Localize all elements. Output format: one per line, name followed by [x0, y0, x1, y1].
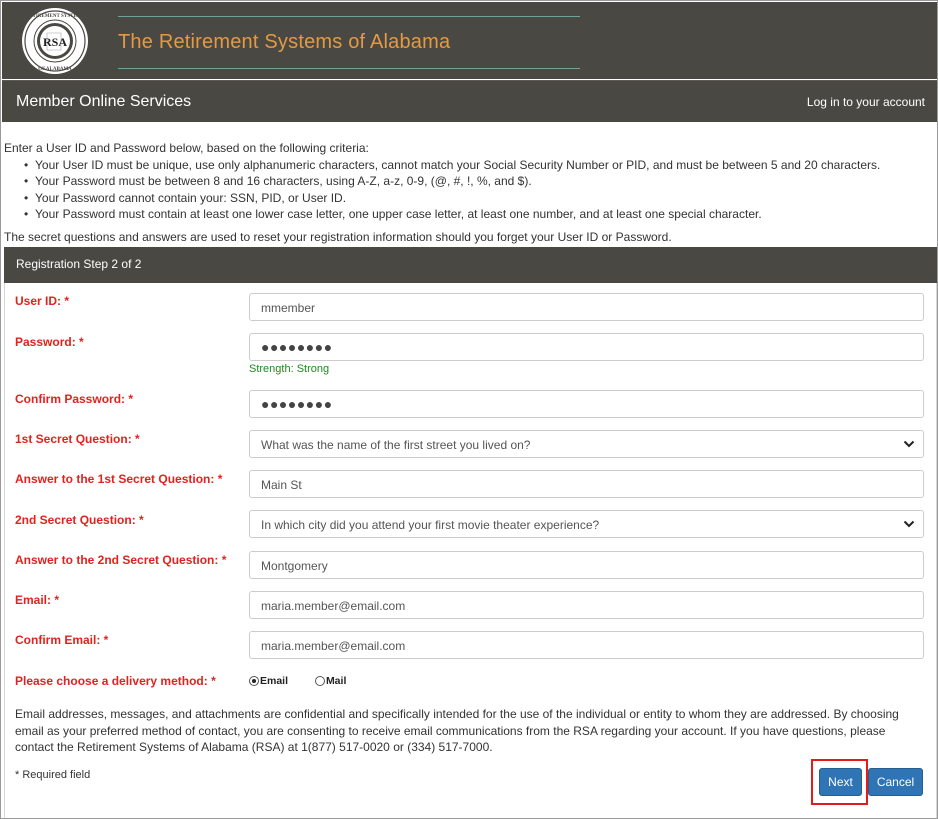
cancel-button[interactable]: Cancel — [868, 768, 923, 796]
confirm-password-input[interactable]: ●●●●●●●● — [249, 390, 924, 418]
confirm-password-label: Confirm Password: * — [15, 392, 134, 406]
confirm-email-label: Confirm Email: * — [15, 633, 109, 647]
question2-label: 2nd Secret Question: * — [15, 513, 144, 527]
login-link[interactable]: Log in to your account — [806, 95, 925, 109]
email-input[interactable]: maria.member@email.com — [249, 591, 924, 619]
required-field-note: * Required field — [15, 769, 91, 781]
next-button[interactable]: Next — [819, 768, 862, 796]
chevron-down-icon — [903, 439, 915, 449]
criteria-intro — [4, 140, 934, 223]
answer2-input[interactable]: Montgomery — [249, 551, 924, 579]
radio-unselected-icon[interactable] — [315, 676, 325, 686]
brand-divider-top — [118, 16, 580, 17]
answer1-label: Answer to the 1st Secret Question: * — [15, 472, 223, 486]
criteria-list — [4, 157, 934, 223]
answer1-input[interactable]: Main St — [249, 470, 924, 498]
chevron-down-icon — [903, 519, 915, 529]
question1-value: What was the name of the first street you lived on? — [261, 438, 531, 452]
criteria-item: • Your Password must contain at least one lower case letter, one upper case letter, at least one number, and at least one special character. — [4, 206, 934, 223]
password-label: Password: * — [15, 335, 84, 349]
criteria-item: • Your User ID must be unique, use only alphanumeric characters, cannot match your Social Security Number or PID, and must be between 5 and 20 characters. — [4, 157, 934, 174]
svg-text:RSA: RSA — [42, 35, 68, 49]
delivery-option-mail[interactable] — [315, 675, 346, 687]
rsa-seal-icon[interactable] — [16, 7, 94, 75]
brand-divider-bottom — [118, 68, 580, 69]
question2-select[interactable] — [249, 510, 924, 538]
svg-text:RETIREMENT SYSTEMS: RETIREMENT SYSTEMS — [25, 14, 85, 19]
secret-questions-note: The secret questions and answers are used to reset your registration information should you forget your User ID or Password. — [4, 230, 672, 244]
panel-title: Registration Step 2 of 2 — [4, 247, 937, 283]
question1-label: 1st Secret Question: * — [15, 432, 140, 446]
answer2-label: Answer to the 2nd Secret Question: * — [15, 553, 227, 567]
svg-text:OF ALABAMA: OF ALABAMA — [38, 67, 72, 72]
radio-selected-icon[interactable] — [249, 676, 259, 686]
brand-title: The Retirement Systems of Alabama — [118, 31, 451, 53]
question1-select[interactable] — [249, 430, 924, 458]
delivery-option-label: Mail — [325, 675, 347, 687]
delivery-option-email[interactable] — [249, 675, 288, 687]
nav-title: Member Online Services — [16, 93, 192, 110]
criteria-intro-text: Enter a User ID and Password below, based on the following criteria: — [4, 141, 369, 155]
email-disclaimer: Email addresses, messages, and attachments are confidential and specifically intended for the use of the individual or entity to whom they are addressed. By choosing email as your preferred method of contact, you are consenting to receive email communications from the RSA regarding your account. If you have questions, please contact the Retirement Systems of Alabama (RSA) at 1(877) 517-0020 or (334) 517-7000. — [15, 707, 899, 754]
delivery-option-label: Email — [260, 675, 289, 687]
question2-value: In which city did you attend your first movie theater experience? — [261, 518, 600, 532]
criteria-item: • Your Password must be between 8 and 16 characters, using A-Z, a-z, 0-9, (@, #, !, %, and $). — [4, 173, 934, 190]
delivery-method-group — [249, 675, 370, 687]
confirm-email-input[interactable]: maria.member@email.com — [249, 631, 924, 659]
criteria-item: • Your Password cannot contain your: SSN, PID, or User ID. — [4, 190, 934, 207]
navbar — [2, 80, 938, 122]
user-id-label: User ID: * — [15, 294, 70, 308]
user-id-input[interactable]: mmember — [249, 293, 924, 321]
delivery-method-label: Please choose a delivery method: * — [15, 674, 216, 688]
site-header — [2, 2, 938, 79]
password-strength: Strength: Strong — [249, 363, 330, 375]
password-input[interactable]: ●●●●●●●● — [249, 333, 924, 361]
email-label: Email: * — [15, 593, 60, 607]
